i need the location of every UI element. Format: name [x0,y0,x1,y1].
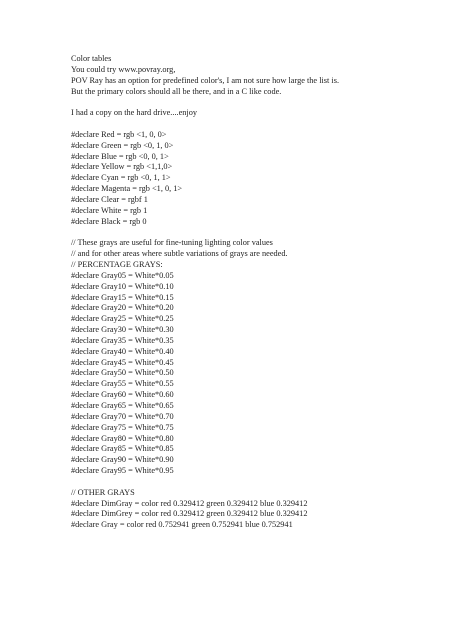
declaration-line: #declare Gray65 = White*0.65 [71,401,174,410]
comment-line: // OTHER GRAYS [71,487,135,497]
declaration-line: #declare Yellow = rgb <1,1,0> [71,162,173,172]
declaration-line: #declare Gray85 = White*0.85 [71,444,174,454]
blank-line [71,119,461,130]
blank-line [71,228,461,239]
blank-line [71,97,461,108]
comment-line: // and for other areas where subtle variations of grays are needed. [71,249,288,259]
declaration-line: #declare DimGrey = color red 0.329412 green 0.329412 blue 0.329412 [71,509,308,519]
declaration-line: #declare Green = rgb <0, 1, 0> [71,140,174,150]
declaration-line: #declare Gray20 = White*0.20 [71,303,174,313]
declaration-line: #declare Gray60 = White*0.60 [71,390,174,400]
declaration-line: #declare Blue = rgb <0, 0, 1> [71,151,169,161]
declaration-line: #declare Gray10 = White*0.10 [71,281,174,291]
document-title: Color tables [71,54,112,63]
declaration-line: #declare Gray = color red 0.752941 green 0.752941 blue 0.752941 [71,520,293,530]
text-line: I had a copy on the hard drive....enjoy [71,108,198,118]
blank-line [71,477,461,488]
declaration-line: #declare Gray30 = White*0.30 [71,325,174,335]
declaration-line: #declare Gray40 = White*0.40 [71,346,174,356]
document-page [71,54,461,531]
declaration-line: #declare Gray90 = White*0.90 [71,455,174,465]
text-line: POV Ray has an option for predefined color's, I am not sure how large the list is. [71,75,340,85]
text-line: You could try www.povray.org, [71,64,176,74]
declaration-line: #declare Black = rgb 0 [71,216,147,226]
declaration-line: #declare Magenta = rgb <1, 0, 1> [71,184,183,194]
comment-line: // These grays are useful for fine-tuning lighting color values [71,238,273,248]
declaration-line: #declare Gray70 = White*0.70 [71,411,174,421]
declaration-line: #declare White = rgb 1 [71,205,148,215]
comment-line: // PERCENTAGE GRAYS: [71,260,163,270]
declaration-line: #declare Gray45 = White*0.45 [71,357,174,367]
declaration-line: #declare Red = rgb <1, 0, 0> [71,129,167,139]
declaration-line: #declare Cyan = rgb <0, 1, 1> [71,173,171,183]
declaration-line: #declare Gray35 = White*0.35 [71,335,174,345]
declaration-line: #declare Gray75 = White*0.75 [71,422,174,432]
declaration-line: #declare Gray50 = White*0.50 [71,368,174,378]
declaration-line: #declare Gray80 = White*0.80 [71,433,174,443]
declaration-line: #declare Gray05 = White*0.05 [71,270,174,280]
declaration-line: #declare Gray25 = White*0.25 [71,314,174,324]
declaration-line: #declare DimGray = color red 0.329412 green 0.329412 blue 0.329412 [71,498,308,508]
declaration-line: #declare Gray95 = White*0.95 [71,466,174,476]
text-line: But the primary colors should all be there, and in a C like code. [71,86,282,96]
declaration-line: #declare Clear = rgbf 1 [71,194,148,204]
declaration-line: #declare Gray15 = White*0.15 [71,292,174,302]
declaration-line: #declare Gray55 = White*0.55 [71,379,174,389]
